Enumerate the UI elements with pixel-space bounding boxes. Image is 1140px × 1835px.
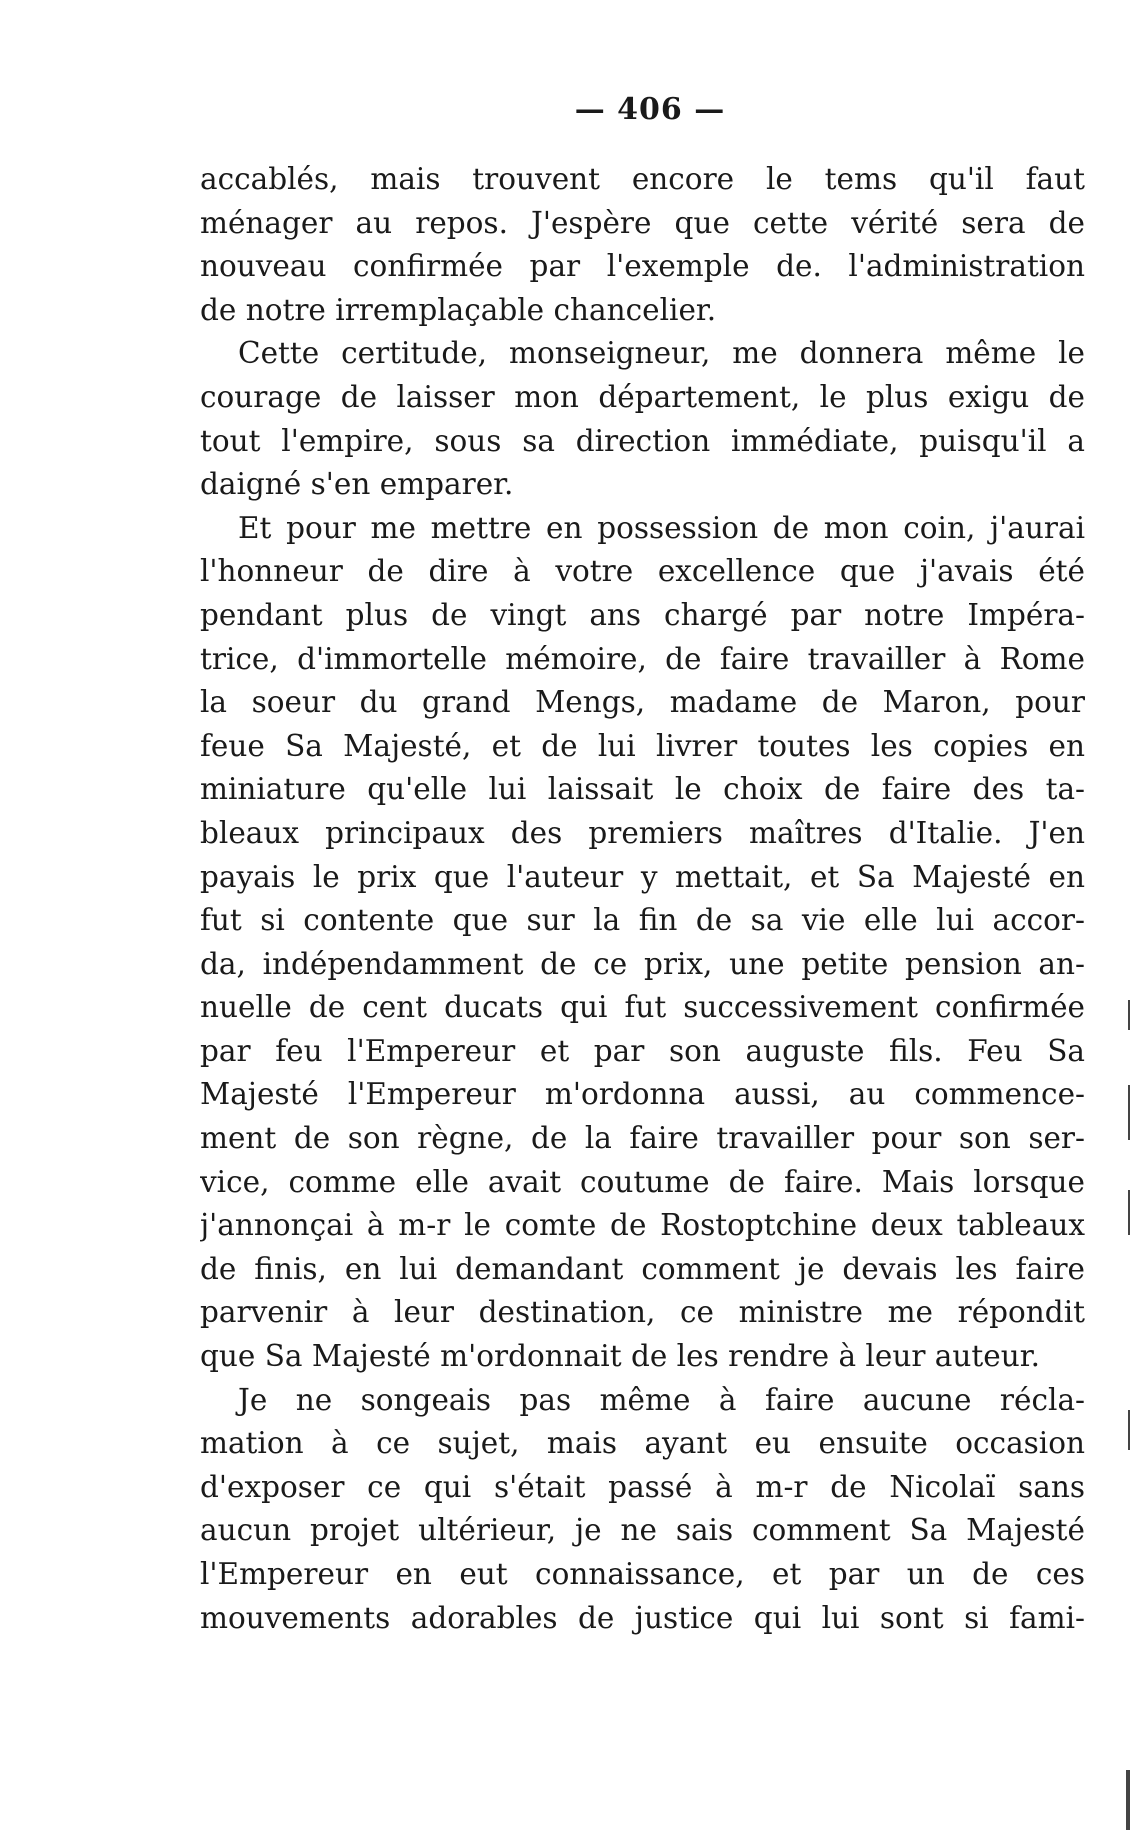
text-line: de finis, en lui demandant comment je devais les faire [200,1251,1085,1286]
text-line: mouvements adorables de justice qui lui sont si fami- [200,1600,1085,1635]
scan-artifact-mark [1128,1190,1130,1235]
text-line: fut si contente que sur la fin de sa vie elle lui accor- [200,903,1085,938]
text-line: Et pour me mettre en possession de mon coin, j'aurai [238,510,1085,545]
text-line: nouveau confirmée par l'exemple de. l'administration [200,249,1085,284]
text-line: d'exposer ce qui s'était passé à m-r de Nicolaï sans [200,1469,1085,1504]
text-line: de notre irremplaçable chancelier. [200,292,717,327]
text-line: l'Empereur en eut connaissance, et par un de ces [200,1557,1085,1591]
scan-artifact-mark [1126,1770,1130,1830]
page-number: — 406 — [574,92,726,127]
text-line: miniature qu'elle lui laissait le choix de faire des ta- [200,772,1085,807]
text-line: ménager au repos. J'espère que cette vérité sera de [200,205,1085,240]
text-line: courage de laisser mon département, le plus exigu de [200,379,1085,414]
text-line: feue Sa Majesté, et de lui livrer toutes les copies en [200,728,1085,763]
text-line: ment de son règne, de la faire travailler pour son ser- [200,1121,1085,1156]
text-line: par feu l'Empereur et par son auguste fils. Feu Sa [200,1033,1085,1068]
text-line: aucun projet ultérieur, je ne sais comment Sa Majesté [200,1513,1085,1548]
text-line: payais le prix que l'auteur y mettait, et Sa Majesté en [200,859,1085,894]
text-line: nuelle de cent ducats qui fut successivement confirmée [200,990,1085,1025]
text-line: mation à ce sujet, mais ayant eu ensuite occasion [200,1426,1085,1461]
text-line: trice, d'immortelle mémoire, de faire travailler à Rome [200,641,1085,676]
text-line: l'honneur de dire à votre excellence que j'avais été [200,554,1085,589]
text-line: pendant plus de vingt ans chargé par notre Impéra- [200,597,1085,632]
text-line: accablés, mais trouvent encore le tems qu'il faut [200,162,1085,196]
text-line: tout l'empire, sous sa direction immédiate, puisqu'il a [200,423,1085,458]
text-line: que Sa Majesté m'ordonnait de les rendre à leur auteur. [200,1339,1040,1374]
scan-artifact-mark [1128,1085,1130,1140]
text-line: Je ne songeais pas même à faire aucune récla- [238,1382,1085,1417]
text-line: j'annonçai à m-r le comte de Rostoptchine deux tableaux [200,1208,1085,1243]
text-line: parvenir à leur destination, ce ministre me répondit [200,1295,1085,1330]
text-line: vice, comme elle avait coutume de faire. Mais lorsque [200,1164,1085,1199]
scan-artifact-mark [1128,1000,1130,1030]
text-line: da, indépendamment de ce prix, une petite pension an- [200,946,1085,981]
body-text [200,158,1085,1640]
scan-artifact-mark [1128,1410,1130,1450]
text-line: la soeur du grand Mengs, madame de Maron, pour [200,685,1085,720]
text-line: bleaux principaux des premiers maîtres d'Italie. J'en [200,815,1085,850]
text-line: Majesté l'Empereur m'ordonna aussi, au commence- [200,1077,1085,1112]
text-line: Cette certitude, monseigneur, me donnera même le [238,336,1085,371]
text-line: daigné s'en emparer. [200,467,514,502]
